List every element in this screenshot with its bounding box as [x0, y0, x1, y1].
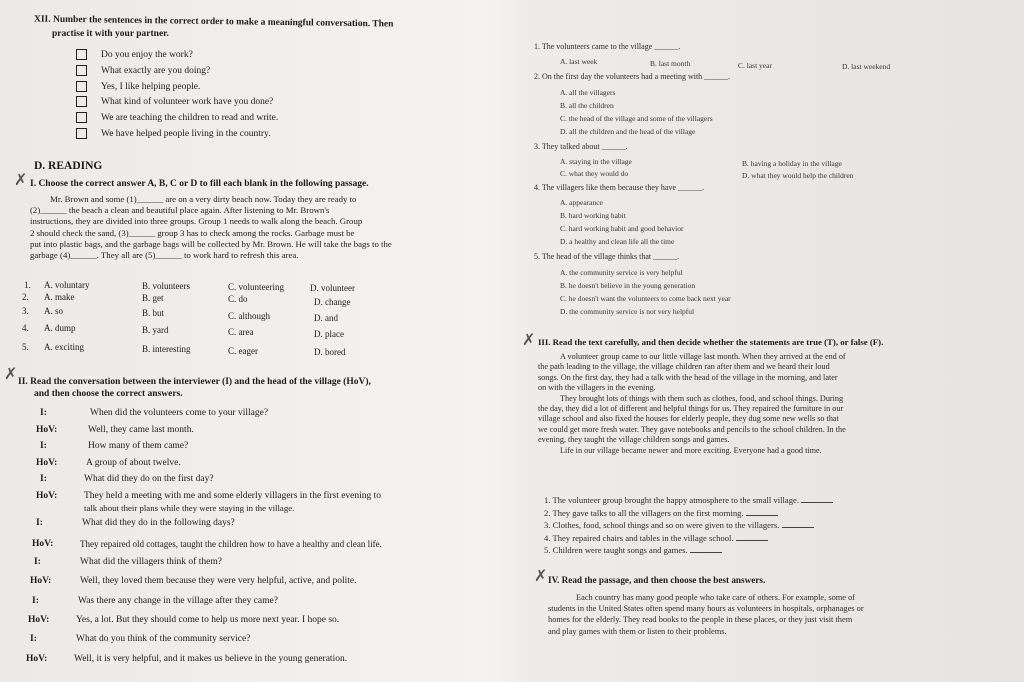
answer-option[interactable]: B. all the children	[560, 101, 614, 110]
answer-option[interactable]: C. last year	[738, 61, 772, 70]
answer-blank[interactable]	[736, 532, 768, 541]
ordering-item[interactable]: Do you enjoy the work?	[76, 48, 278, 64]
answer-option[interactable]: C. although	[228, 311, 270, 321]
answer-option[interactable]: D. a healthy and clean life all the time	[560, 237, 675, 246]
reading-heading: D. READING	[34, 160, 103, 172]
answer-option[interactable]: A. last week	[560, 57, 598, 66]
q5-options	[560, 266, 731, 318]
answer-option[interactable]: C. do	[228, 294, 248, 304]
answer-option[interactable]: D. last weekend	[842, 62, 891, 71]
dialog-line: Was there any change in the village after they came?	[78, 596, 278, 606]
section-iv-passage: Each country has many good people who take care of others. For example, some of students in the United States often spend many hours as volunteers in hospitals, orphanages or homes for the elderly. They read books to the people in these places, or they just visit them and play games with them or listen to their problems.	[548, 593, 864, 636]
answer-option[interactable]: C. hard working habit and good behavior	[560, 224, 684, 233]
dialog-line: They held a meeting with me and some elderly villagers in the first evening to	[84, 491, 382, 501]
section-ii-title-line2: and then choose the correct answers.	[34, 389, 183, 399]
answer-option[interactable]: A. all the villagers	[560, 88, 616, 97]
answer-option[interactable]: A. voluntary	[44, 280, 90, 290]
checkbox[interactable]	[76, 96, 87, 107]
reading-part1-title: I. Choose the correct answer A, B, C or D to fill each blank in the following passage.	[30, 179, 369, 189]
answer-option[interactable]: B. get	[142, 293, 164, 303]
true-false-list	[544, 494, 833, 557]
answer-option[interactable]: B. hard working habit	[560, 211, 626, 220]
question-4: 4. The villagers like them because they have ______.	[534, 183, 705, 192]
dialog-line: How many of them came?	[88, 441, 189, 451]
answer-blank[interactable]	[746, 507, 778, 516]
question-2: 2. On the first day the volunteers had a meeting with ______.	[534, 72, 731, 81]
dialog-line: Well, they came last month.	[88, 425, 194, 435]
checkbox[interactable]	[76, 128, 87, 139]
answer-option[interactable]: B. but	[142, 308, 165, 318]
checkbox[interactable]	[76, 112, 87, 123]
handwritten-x-icon: ✗	[534, 566, 548, 585]
answer-option[interactable]: A. so	[44, 306, 64, 316]
checkbox[interactable]	[76, 81, 87, 92]
dialog-line: What did they do on the first day?	[84, 474, 214, 484]
left-column: XII. Number the sentences in the correct order to make a meaningful conversation. Then practise it with your partner. Do you enjoy the work? What exactly are you doing? Yes, I like helping people. What kind of volunteer work have you done? We are teaching the children to read and write. We have helped people living in the country. D. READING ✗ I. Choose the correct answer A, B, C or D to fill each blank in the following passage. Mr. Brown and some (1)______ are on a very dirty beach now. Today they are ready to (2)______ the beach a clean and beautiful place again. After listening to Mr. Brown's instructions, they are divided into three groups. Group 1 needs to walk along the beach. Group 2 should check the sand, (3)______ group 3 has to check among the rocks. Garbage must be put into plastic bags, and the garbage bags will be collected by Mr. Brown. He will take the bags to the garbage (4)______. They all are (5)______ to work hard to refresh this area. 1. A. voluntary B. volunteers C. volunteering D. volunteer 2. A. make B. get C. do D. change 3. A. so B. but C. although D. and 4. A. dump B. yard C. area D. place 5. A. exciting B. interesting C. eager D. bored ✗ II. Read the conversation between the interviewer (I) and the head of the village (HoV), and then choose the correct answers. I: When did the volunteers come to your village? HoV: Well, they came last month. I: How many of them came? HoV: A group of about twelve. I: What did they do on the first day? HoV: They held a meeting with me and some elderly villagers in the first evening to talk about their plans while they were staying in the village. I: What did they do in the following days? HoV: They repaired old cottages, taught the children how to have a healthy and clean life. I: What did the villagers think of them? HoV: Well, they loved them because they were very helpful, active, and polite. I: Was there any change in the village after they came? HoV: Yes, a lot. But they should come to help us more next year. I hope so. I: What do you think of the community service? HoV: Well, it is very helpful, and it makes us believe in the young generation.	[0, 0, 520, 682]
answer-option[interactable]: C. area	[228, 327, 254, 337]
dialog-line: Yes, a lot. But they should come to help us more next year. I hope so.	[76, 615, 340, 625]
answer-option[interactable]: D. bored	[314, 347, 346, 357]
ordering-item[interactable]: What exactly are you doing?	[76, 64, 278, 80]
tf-statement: 5. Children were taught songs and games.	[544, 544, 833, 557]
answer-option[interactable]: B. volunteers	[142, 281, 190, 291]
answer-option[interactable]: D. all the children and the head of the village	[560, 127, 696, 136]
section-ii-title-line1: II. Read the conversation between the interviewer (I) and the head of the village (HoV),	[18, 377, 371, 387]
dialog-line: What did they do in the following days?	[82, 518, 235, 528]
answer-option[interactable]: C. volunteering	[228, 282, 284, 292]
answer-option[interactable]: B. he doesn't believe in the young generation	[560, 281, 696, 290]
tf-statement: 2. They gave talks to all the villagers on the first morning.	[544, 507, 833, 520]
answer-option[interactable]: D. the community service is not very helpful	[560, 307, 695, 316]
section-iii-passage: A volunteer group came to our little village last month. When they arrived at the end of the path leading to the village, the village children ran after them and we heard their loud songs. On the first day, they had a talk with the head of the village in the morning, and later on with the villagers in the evening. They brought lots of things with them such as clothes, food, and school things. During the day, they did a lot of different and helpful things for us. They repaired the furniture in our village school and also fixed the houses for elderly people, they dug some new wells so that we could get more fresh water. They gave notebooks and pencils to the school children. In the evening, they taught the village children songs and games. Life in our village became newer and more exciting. Everyone had a good time.	[538, 352, 846, 455]
q4-options	[560, 196, 684, 248]
dialog-line: Well, they loved them because they were very helpful, active, and polite.	[80, 576, 357, 586]
answer-option[interactable]: A. make	[44, 292, 75, 302]
section-xii-title-line2: practise it with your partner.	[52, 29, 169, 39]
answer-option[interactable]: D. place	[314, 329, 344, 339]
tf-statement: 4. They repaired chairs and tables in the village school.	[544, 532, 833, 545]
answer-option[interactable]: A. exciting	[44, 342, 84, 352]
checkbox[interactable]	[76, 65, 87, 76]
handwritten-x-icon: ✗	[14, 170, 28, 189]
answer-option[interactable]: B. yard	[142, 325, 169, 335]
ordering-item[interactable]: Yes, I like helping people.	[76, 80, 278, 96]
dialog-line: A group of about twelve.	[86, 458, 181, 468]
answer-option[interactable]: C. eager	[228, 346, 258, 356]
ordering-item[interactable]: We are teaching the children to read and write.	[76, 111, 278, 127]
dialog-line: Well, it is very helpful, and it makes us believe in the young generation.	[74, 654, 348, 664]
handwritten-x-icon: ✗	[522, 330, 536, 349]
question-3: 3. They talked about ______.	[534, 142, 628, 151]
answer-option[interactable]: A. the community service is very helpful	[560, 268, 683, 277]
ordering-item[interactable]: We have helped people living in the country.	[76, 127, 278, 143]
ordering-list	[76, 48, 278, 143]
answer-option[interactable]: D. volunteer	[310, 283, 355, 293]
dialog-line: They repaired old cottages, taught the children how to have a healthy and clean life.	[80, 539, 382, 549]
tf-statement: 1. The volunteer group brought the happy atmosphere to the small village.	[544, 494, 833, 507]
question-5: 5. The head of the village thinks that ______.	[534, 252, 680, 261]
answer-option[interactable]: C. he doesn't want the volunteers to come back next year	[560, 294, 731, 303]
answer-option[interactable]: A. appearance	[560, 198, 603, 207]
dialog-line: talk about their plans while they were staying in the village.	[84, 503, 295, 513]
answer-option[interactable]: D. and	[314, 313, 338, 323]
dialog-line: What did the villagers think of them?	[80, 557, 222, 567]
answer-option[interactable]: C. the head of the village and some of the villagers	[560, 114, 713, 123]
q2-options	[560, 86, 713, 138]
answer-option[interactable]: D. what they would help the children	[742, 171, 854, 180]
answer-blank[interactable]	[801, 494, 833, 503]
ordering-item[interactable]: What kind of volunteer work have you done?	[76, 95, 278, 111]
section-iv-title: IV. Read the passage, and then choose the best answers.	[548, 575, 766, 585]
answer-option[interactable]: A. staying in the village	[560, 157, 632, 166]
answer-option[interactable]: B. having a holiday in the village	[742, 159, 842, 168]
section-xii-title-line1: XII. Number the sentences in the correct order to make a meaningful conversation. Then	[33, 14, 394, 30]
answer-blank[interactable]	[690, 544, 722, 553]
answer-option[interactable]: D. change	[314, 297, 351, 307]
reading-passage: Mr. Brown and some (1)______ are on a very dirty beach now. Today they are ready to (2)______ the beach a clean and beautiful place again. After listening to Mr. Brown's instructions, they are divided into three groups. Group 1 needs to walk along the beach. Group 2 should check the sand, (3)______ group 3 has to check among the rocks. Garbage must be put into plastic bags, and the garbage bags will be collected by Mr. Brown. He will take the bags to the garbage (4)______. They all are (5)______ to work hard to refresh this area.	[30, 194, 392, 261]
section-iii-title: III. Read the text carefully, and then decide whether the statements are true (T), or false (F).	[538, 337, 884, 347]
handwritten-x-icon: ✗	[4, 364, 18, 383]
checkbox[interactable]	[76, 49, 87, 60]
right-column	[520, 0, 1024, 682]
dialog-line: When did the volunteers come to your village?	[90, 408, 269, 418]
answer-option[interactable]: A. dump	[44, 323, 76, 333]
answer-option[interactable]: B. interesting	[142, 344, 191, 354]
tf-statement: 3. Clothes, food, school things and so on were given to the villagers.	[544, 519, 833, 532]
answer-option[interactable]: B. last month	[650, 59, 691, 68]
answer-option[interactable]: C. what they would do	[560, 169, 629, 178]
question-1: 1. The volunteers came to the village ______.	[534, 42, 681, 51]
answer-blank[interactable]	[782, 519, 814, 528]
dialog-line: What do you think of the community service?	[76, 634, 251, 644]
